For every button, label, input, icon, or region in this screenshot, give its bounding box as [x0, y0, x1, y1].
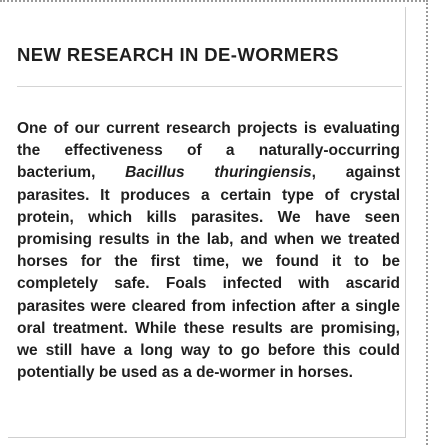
species-name: Bacillus thuringiensis	[125, 164, 312, 182]
paragraph-rest: , against parasites. It produces a certain type of crystal protein, which kills parasites. We have seen promising results in the lab, and when we treated horses for the first time, we found it to be completely safe. Foals infected with ascarid parasites were cleared from infection after a single oral treatment. While these results are promising, we still have a long way to go before this could potentially be used as a de-wormer in horses.	[17, 164, 400, 382]
article-paragraph	[17, 118, 400, 384]
title-divider	[17, 86, 402, 87]
article-title: NEW RESEARCH IN DE-WORMERS	[17, 44, 339, 65]
paragraph-intro: One of our current research projects is evaluating the effectiveness of a naturally-occurring bacterium,	[17, 120, 400, 182]
article-card	[8, 7, 406, 438]
